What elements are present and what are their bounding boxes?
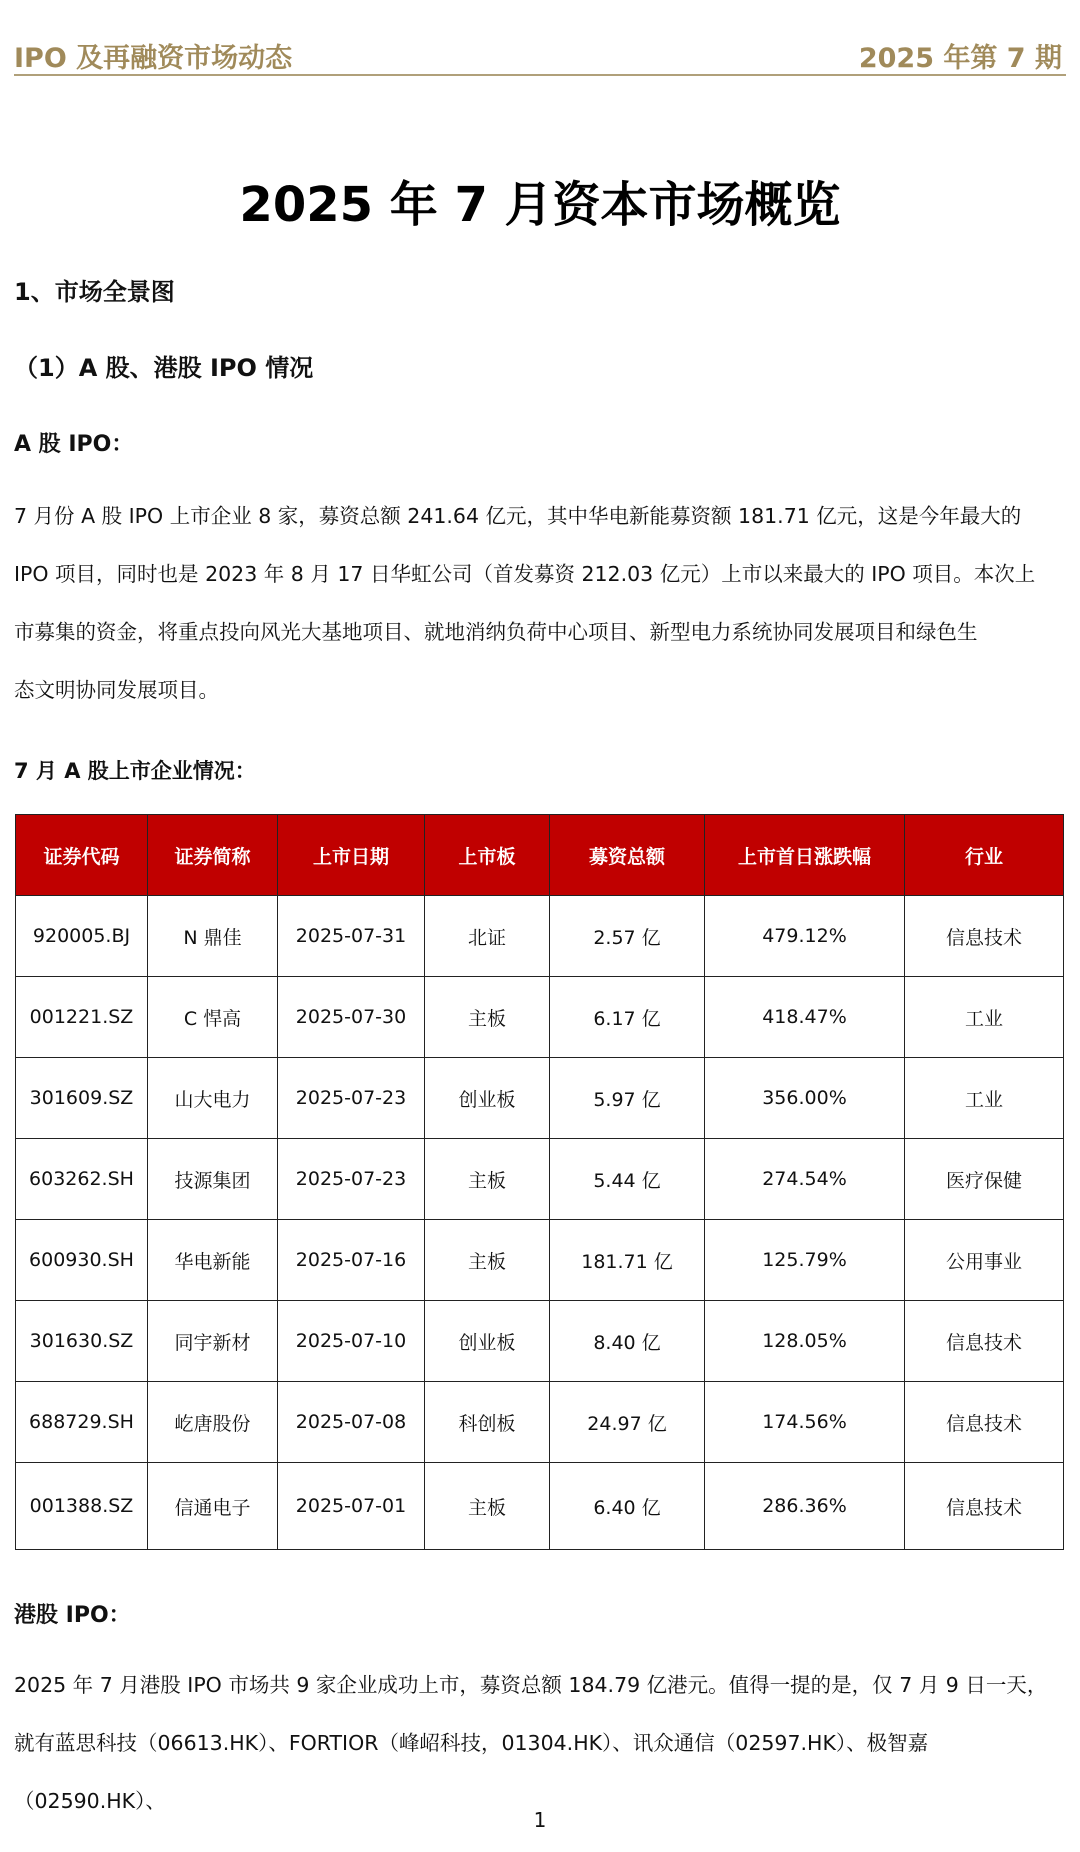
cell-raised: 6.17 亿 (550, 977, 705, 1058)
paragraph-line: 市募集的资金，将重点投向风光大基地项目、就地消纳负荷中心项目、新型电力系统协同发展项目和绿色生 (14, 620, 978, 644)
header-cell-date: 上市日期 (278, 815, 425, 896)
cell-code: 301609.SZ (16, 1058, 148, 1139)
cell-raised: 6.40 亿 (550, 1463, 705, 1550)
table-row (16, 1058, 1064, 1139)
header-cell-industry: 行业 (905, 815, 1064, 896)
section-heading: 1、市场全景图 (14, 278, 175, 306)
paragraph-line: 就有蓝思科技（06613.HK）、FORTIOR（峰岹科技，01304.HK）、讯众通信（02597.HK）、极智嘉（02590.HK）、 (14, 1731, 929, 1813)
cell-date: 2025-07-23 (278, 1139, 425, 1220)
table-row (16, 977, 1064, 1058)
cell-raised: 5.44 亿 (550, 1139, 705, 1220)
cell-code: 001388.SZ (16, 1463, 148, 1550)
table-row (16, 1463, 1064, 1550)
cell-name: C 悍高 (148, 977, 278, 1058)
cell-name: 信通电子 (148, 1463, 278, 1550)
cell-date: 2025-07-10 (278, 1301, 425, 1382)
cell-board: 北证 (425, 896, 550, 977)
hk-share-paragraph (14, 1656, 1064, 1830)
cell-code: 600930.SH (16, 1220, 148, 1301)
cell-code: 688729.SH (16, 1382, 148, 1463)
table-row (16, 896, 1064, 977)
cell-code: 001221.SZ (16, 977, 148, 1058)
page-number: 1 (533, 1808, 547, 1832)
paragraph-line: 2025 年 7 月港股 IPO 市场共 9 家企业成功上市，募资总额 184.79 亿港元。值得一提的是，仅 7 月 9 日一天， (14, 1673, 1048, 1697)
cell-date: 2025-07-16 (278, 1220, 425, 1301)
cell-name: 技源集团 (148, 1139, 278, 1220)
cell-industry: 公用事业 (905, 1220, 1064, 1301)
table-header-row (16, 815, 1064, 896)
cell-industry: 医疗保健 (905, 1139, 1064, 1220)
header-cell-raised: 募资总额 (550, 815, 705, 896)
cell-industry: 信息技术 (905, 1301, 1064, 1382)
table-row (16, 1301, 1064, 1382)
header-cell-board: 上市板 (425, 815, 550, 896)
cell-board: 主板 (425, 1463, 550, 1550)
cell-date: 2025-07-08 (278, 1382, 425, 1463)
cell-date: 2025-07-31 (278, 896, 425, 977)
cell-name: 华电新能 (148, 1220, 278, 1301)
cell-change: 125.79% (705, 1220, 905, 1301)
page-header (14, 32, 1066, 76)
cell-change: 128.05% (705, 1301, 905, 1382)
cell-raised: 181.71 亿 (550, 1220, 705, 1301)
header-cell-code: 证券代码 (16, 815, 148, 896)
cell-change: 286.36% (705, 1463, 905, 1550)
cell-industry: 信息技术 (905, 1382, 1064, 1463)
cell-raised: 2.57 亿 (550, 896, 705, 977)
paragraph-line: 态文明协同发展项目。 (14, 678, 219, 702)
paragraph-line: 7 月份 A 股 IPO 上市企业 8 家，募资总额 241.64 亿元，其中华电新能募资额 181.71 亿元，这是今年最大的 (14, 504, 1022, 528)
cell-board: 科创板 (425, 1382, 550, 1463)
cell-industry: 信息技术 (905, 1463, 1064, 1550)
table-row (16, 1139, 1064, 1220)
cell-change: 274.54% (705, 1139, 905, 1220)
header-cell-change: 上市首日涨跌幅 (705, 815, 905, 896)
header-cell-name: 证券简称 (148, 815, 278, 896)
cell-raised: 24.97 亿 (550, 1382, 705, 1463)
ipo-table (15, 814, 1064, 1550)
cell-raised: 5.97 亿 (550, 1058, 705, 1139)
cell-board: 主板 (425, 1220, 550, 1301)
hk-share-heading: 港股 IPO： (14, 1603, 131, 1628)
cell-date: 2025-07-01 (278, 1463, 425, 1550)
cell-board: 主板 (425, 977, 550, 1058)
table-caption: 7 月 A 股上市企业情况： (14, 759, 256, 783)
cell-change: 174.56% (705, 1382, 905, 1463)
table-row (16, 1382, 1064, 1463)
cell-code: 920005.BJ (16, 896, 148, 977)
cell-name: 同宇新材 (148, 1301, 278, 1382)
a-share-heading: A 股 IPO： (14, 432, 134, 457)
cell-raised: 8.40 亿 (550, 1301, 705, 1382)
paragraph-line: IPO 项目，同时也是 2023 年 8 月 17 日华虹公司（首发募资 212.03 亿元）上市以来最大的 IPO 项目。本次上 (14, 562, 1036, 586)
cell-board: 创业板 (425, 1058, 550, 1139)
table-row (16, 1220, 1064, 1301)
cell-industry: 信息技术 (905, 896, 1064, 977)
document-title: 2025 年 7 月资本市场概览 (239, 177, 841, 233)
header-issue-number: 2025 年第 7 期 (858, 43, 1062, 74)
cell-code: 603262.SH (16, 1139, 148, 1220)
cell-code: 301630.SZ (16, 1301, 148, 1382)
cell-industry: 工业 (905, 1058, 1064, 1139)
cell-name: N 鼎佳 (148, 896, 278, 977)
cell-name: 屹唐股份 (148, 1382, 278, 1463)
cell-name: 山大电力 (148, 1058, 278, 1139)
cell-change: 418.47% (705, 977, 905, 1058)
subsection-heading: （1）A 股、港股 IPO 情况 (14, 354, 314, 382)
cell-industry: 工业 (905, 977, 1064, 1058)
cell-date: 2025-07-23 (278, 1058, 425, 1139)
cell-change: 479.12% (705, 896, 905, 977)
a-share-paragraph (14, 487, 1064, 719)
cell-board: 创业板 (425, 1301, 550, 1382)
cell-board: 主板 (425, 1139, 550, 1220)
cell-change: 356.00% (705, 1058, 905, 1139)
cell-date: 2025-07-30 (278, 977, 425, 1058)
header-publication-title: IPO 及再融资市场动态 (14, 43, 293, 74)
